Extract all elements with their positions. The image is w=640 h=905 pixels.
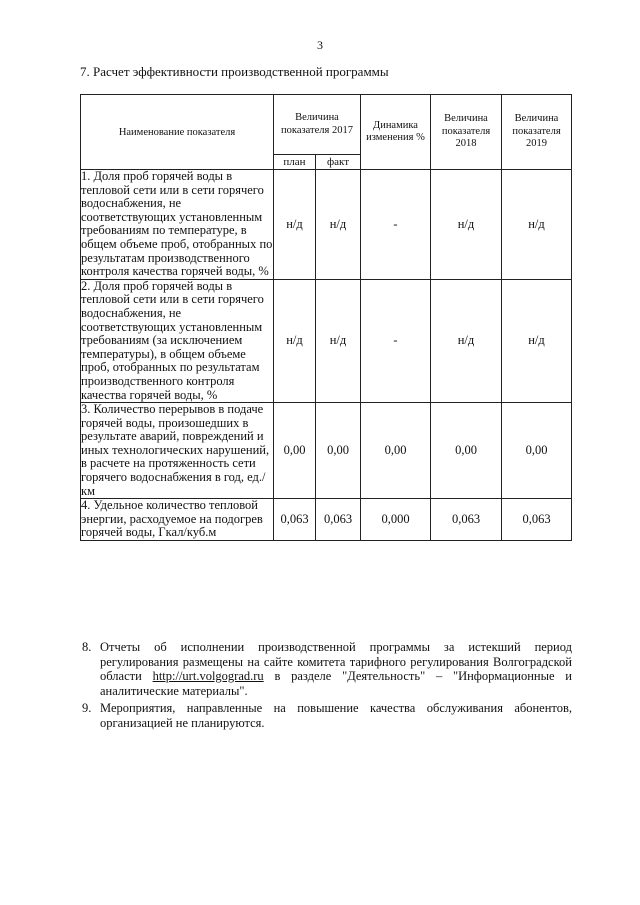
page-number: 3 — [317, 38, 323, 52]
row-fact: н/д — [316, 279, 361, 402]
note-text: Отчеты об исполнении производственной программы за истекший период регулирования размещены на сайте комитета тарифного регулирования Волгоградской области — [100, 640, 572, 683]
row-plan: н/д — [274, 279, 316, 402]
row-2018: н/д — [431, 170, 502, 280]
table-row — [81, 403, 572, 499]
note-number: 8. — [82, 640, 92, 654]
header-name: Наименование показателя — [81, 95, 274, 170]
note-number: 9. — [82, 701, 92, 715]
note-text-end: в разделе "Деятельность" – "Информационные и аналитические материалы". — [100, 669, 572, 698]
header-value-2019: Величина показателя 2019 — [502, 95, 572, 170]
row-fact: 0,063 — [316, 499, 361, 541]
row-fact: 0,00 — [316, 403, 361, 499]
table-row — [81, 499, 572, 541]
row-name: 4. Удельное количество тепловой энергии, расходуемое на подогрев горячей воды, Гкал/куб.м — [81, 499, 274, 541]
row-2018: н/д — [431, 279, 502, 402]
row-2018: 0,00 — [431, 403, 502, 499]
row-plan: 0,00 — [274, 403, 316, 499]
notes-section — [82, 640, 572, 733]
row-dynamics: 0,000 — [361, 499, 431, 541]
row-plan: н/д — [274, 170, 316, 280]
row-name: 2. Доля проб горячей воды в тепловой сети или в сети горячего водоснабжения, не соответствующих установленным требованиям (за исключением температуры), в общем объеме проб, отобранных по результатам производственного контроля качества горячей воды, % — [81, 279, 274, 402]
table-row — [81, 170, 572, 280]
row-dynamics: 0,00 — [361, 403, 431, 499]
row-2019: н/д — [502, 170, 572, 280]
header-fact: факт — [316, 155, 361, 170]
note-text: Мероприятия, направленные на повышение качества обслуживания абонентов, организацией не планируются. — [100, 701, 572, 730]
section-title: 7. Расчет эффективности производственной программы — [80, 64, 389, 79]
header-dynamics: Динамика изменения % — [361, 95, 431, 170]
row-dynamics: - — [361, 279, 431, 402]
row-name: 1. Доля проб горячей воды в тепловой сети или в сети горячего водоснабжения, не соответствующих установленным требованиям по температуре, в общем объеме проб, отобранных по результатам производственного контроля качества горячей воды, % — [81, 169, 273, 279]
row-2018: 0,063 — [431, 499, 502, 541]
table-row — [81, 279, 572, 402]
header-plan: план — [274, 155, 316, 170]
note-item-9 — [82, 701, 572, 730]
row-2019: 0,063 — [502, 499, 572, 541]
row-dynamics: - — [361, 170, 431, 280]
row-name: 3. Количество перерывов в подаче горячей воды, произошедших в результате аварий, повреждений и иных технологических нарушений, в расчете на протяженность сети горячего водоснабжения в год, ед./км — [81, 403, 274, 499]
row-plan: 0,063 — [274, 499, 316, 541]
row-fact: н/д — [316, 170, 361, 280]
website-link[interactable]: http://urt.volgograd.ru — [152, 669, 264, 683]
row-2019: н/д — [502, 279, 572, 402]
note-item-8 — [82, 640, 572, 698]
header-value-2017: Величина показателя 2017 — [274, 95, 361, 155]
header-value-2018: Величина показателя 2018 — [431, 95, 502, 170]
row-2019: 0,00 — [502, 403, 572, 499]
efficiency-table — [80, 94, 572, 541]
